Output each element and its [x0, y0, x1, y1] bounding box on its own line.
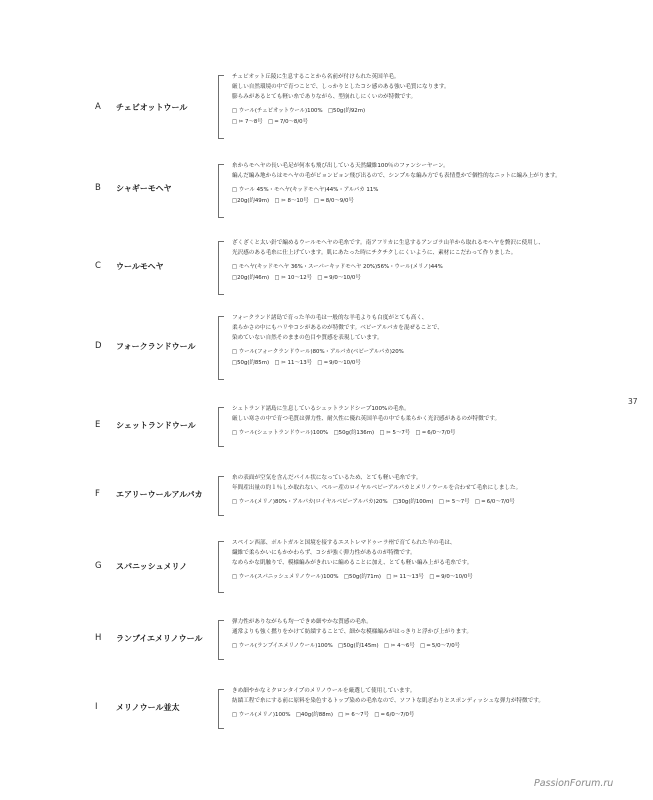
spec-line: □ ✂ 7～8号 □ ━ 7/0～8/0号 [232, 119, 308, 125]
yarn-name: スパニッシュメリノ [116, 562, 188, 571]
desc-line: 染めていない自然そのままの色目や質感を表現しています。 [232, 335, 383, 341]
desc-line: ざくざくと太い針で編めるウールモヘヤの毛糸です。南アフリカに生息するアンゴラ山羊から取れるモヘヤを贅沢に使用し、 [232, 240, 544, 246]
spec-line: □20g(約49m) □ ✂ 8～10号 □ ━ 8/0～9/0号 [232, 198, 354, 204]
desc-line: 光沢感のある毛糸に仕上げています。肌にあたった時にチクチクしにくいように、素材にこだわって作りました。 [232, 250, 517, 256]
yarn-name: シェットランドウール [116, 421, 196, 430]
page-number: 37 [628, 397, 638, 406]
desc-line: きめ細やかなミクロンタイプのメリノウールを厳選して使用しています。 [232, 688, 416, 694]
desc-line: シェトランド諸島に生息しているシェットランドシープ100%の毛糸。 [232, 406, 410, 412]
yarn-name: メリノウール並太 [116, 703, 180, 712]
desc-line: 厳しい自然環境の中で育つことで、しっかりとしたコシ感のある強い毛質になります。 [232, 84, 450, 90]
bracket-divider [218, 316, 224, 380]
entry-letter: F [95, 489, 100, 499]
desc-line: スペイン西部、ポルトガルと国境を接するエストレマドゥーラ州で育てられた羊の毛は、 [232, 540, 456, 546]
desc-line: なめらかな肌触りで、模様編みがきれいに編めることに加え、とても軽い編み上がる毛糸です。 [232, 560, 473, 566]
yarn-name: チェビオットウール [116, 103, 188, 112]
yarn-name: フォークランドウール [116, 342, 196, 351]
watermark: PassionForum.ru [534, 778, 614, 789]
spec-line: □ ウール(フォークランドウール)80%・アルパカ(ベビーアルパカ)20% [232, 349, 404, 355]
entry-letter: I [95, 702, 98, 712]
bracket-divider [218, 689, 224, 729]
entry-body [232, 404, 612, 439]
entry-letter: D [95, 341, 102, 351]
desc-line: 紡績工程で糸にする前に原料を染色するトップ染めの毛糸なので、ソフトな肌ざわりとスポンディッシュな弾力が特徴です。 [232, 698, 544, 704]
desc-line: 膨らみがあるとても軽い糸でありながら、型崩れしにくいのが特徴です。 [232, 94, 417, 100]
entry-letter: C [95, 261, 101, 271]
spec-line: □ ウール(メリノ)100% □40g(約88m) □ ✂ 6～7号 □ ━ 6/0～7/0号 [232, 712, 415, 718]
bracket-divider [218, 541, 224, 593]
entry-letter: E [95, 420, 101, 430]
bracket-divider [218, 476, 224, 516]
desc-line: 繊維で柔らかいにもかかわらず、コシが強く弾力性があるのが特徴です。 [232, 550, 416, 556]
entry-body [232, 161, 612, 207]
desc-line: 柔らかさの中にもハリやコシがあるのが特徴です。ベビーアルパカを混ぜることで、 [232, 325, 443, 331]
yarn-name: ウールモヘヤ [116, 262, 164, 271]
desc-line: 編んだ編み地からはモヘヤの毛がビョンビョン飛び出るので、シンプルな編み方でも表情豊かで個性的なニットに編み上がります。 [232, 173, 561, 179]
entry-body [232, 473, 612, 508]
yarn-name: ランブイエメリノウール [116, 634, 203, 643]
bracket-divider [218, 407, 224, 447]
desc-line: チェビオット丘陵に生息することから名前が付けられた英国羊毛。 [232, 74, 400, 80]
spec-line: □ ウール(チェビオットウール)100% □50g(約92m) [232, 108, 366, 114]
spec-line: □ ウール 45%・モヘヤ(キッドモヘヤ)44%・アルパカ 11% [232, 187, 379, 193]
desc-line: 糸の表面が空気を含んだパイル状になっているため、とても軽い毛糸です。 [232, 475, 422, 481]
entry-letter: H [95, 633, 102, 643]
entry-body [232, 238, 612, 284]
desc-line: 弾力性がありながらも均一できめ細やかな質感の毛糸。 [232, 619, 372, 625]
desc-line: フォークランド諸島で育った羊の毛は一般的な羊毛よりも白度がとても高く、 [232, 315, 428, 321]
bracket-divider [218, 241, 224, 295]
entry-letter: A [95, 102, 101, 112]
desc-line: 糸からモヘヤの長い毛足が何本も飛び出している天然繊維100％のファンシーヤーン。 [232, 163, 449, 169]
bracket-divider [218, 164, 224, 218]
yarn-name: エアリーウールアルパカ [116, 490, 203, 499]
spec-line: □ ウール(スパニッシュメリノウール)100% □50g(約71m) □ ✂ 11～13号 □ ━ 9/0～10/0号 [232, 574, 473, 580]
spec-line: □ モヘヤ(キッドモヘヤ 36%・スーパーキッドモヘヤ 20%)56%・ウール(メリノ)44% [232, 264, 443, 270]
spec-line: □ ウール(シェットランドウール)100% □50g(約136m) □ ✂ 5～7号 □ ━ 6/0～7/0号 [232, 430, 456, 436]
desc-line: 通常よりも強く撚りをかけて紡績することで、細かな模様編みがはっきりと浮かび上がります。 [232, 629, 472, 635]
entry-body [232, 313, 612, 369]
desc-line: 年間産出量の約１％しか取れない、ペルー産のロイヤルベビーアルパカとメリノウールを合わせて毛糸にしました。 [232, 485, 522, 491]
bracket-divider [218, 75, 224, 139]
entry-letter: B [95, 183, 101, 193]
desc-line: 厳しい寒さの中で育つ毛質は弾力性、耐久性に優れ英国羊毛の中でも柔らかく光沢感があるのが特徴です。 [232, 416, 501, 422]
yarn-name: シャギーモヘヤ [116, 184, 172, 193]
spec-line: □ ウール(ランブイエメリノウール)100% □50g(約145m) □ ✂ 4～6号 □ ━ 5/0～7/0号 [232, 643, 461, 649]
spec-line: □50g(約85m) □ ✂ 11～13号 □ ━ 9/0～10/0号 [232, 360, 361, 366]
spec-line: □ ウール(メリノ)80%・アルパカ(ロイヤルベビーアルパカ)20% □30g(約100m) □ ✂ 5～7号 □ ━ 6/0～7/0号 [232, 499, 515, 505]
entry-letter: G [95, 561, 102, 571]
entry-body [232, 686, 612, 721]
entry-body [232, 617, 612, 652]
entry-body [232, 72, 612, 128]
bracket-divider [218, 620, 224, 660]
entry-body [232, 538, 612, 583]
spec-line: □20g(約46m) □ ✂ 10～12号 □ ━ 9/0～10/0号 [232, 275, 361, 281]
